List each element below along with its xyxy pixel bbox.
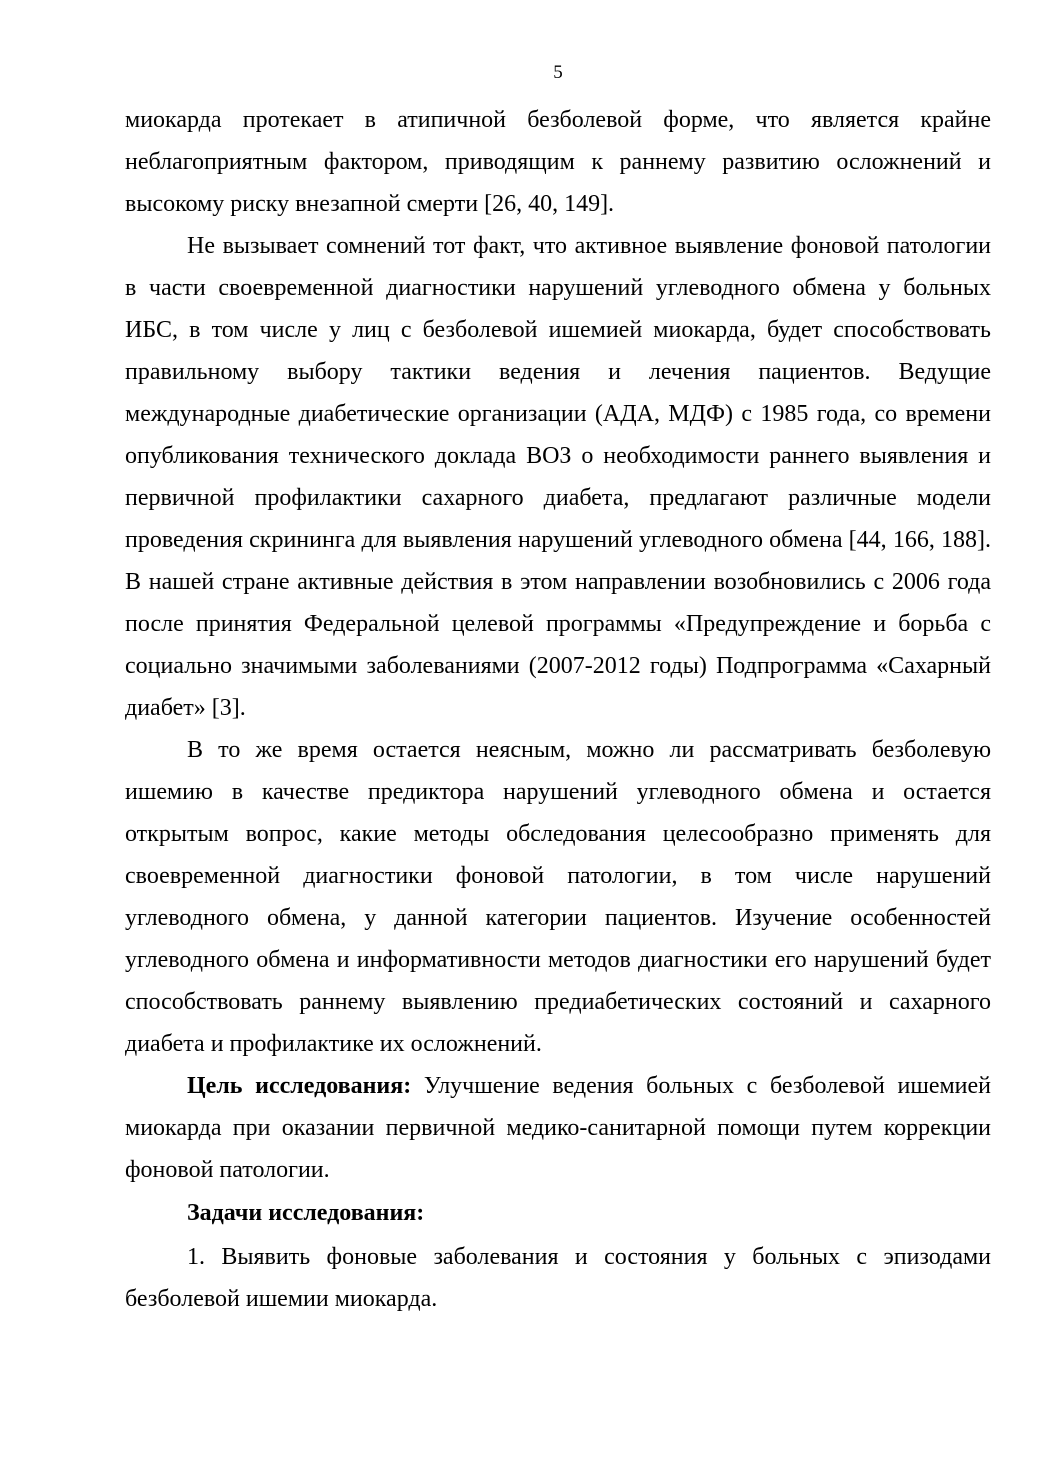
- research-tasks-heading: Задачи исследования:: [187, 1200, 425, 1226]
- page-body: [125, 99, 991, 1320]
- paragraph-screening-background: Не вызывает сомнений тот факт, что активное выявление фоновой патологии в части своевременной диагностики нарушений углеводного обмена у больных ИБС, в том числе у лиц с безболевой ишемией миокарда, будет способствовать правильному выбору тактики ведения и лечения пациентов. Ведущие международные диабетические организации (АДА, МДФ) с 1985 года, со времени опубликования технического доклада ВОЗ о необходимости раннего выявления и первичной профилактики сахарного диабета, предлагают различные модели проведения скрининга для выявления нарушений углеводного обмена [44, 166, 188]. В нашей стране активные действия в этом направлении возобновились с 2006 года после принятия Федеральной целевой программы «Предупреждение и борьба с социально значимыми заболеваниями (2007-2012 годы) Подпрограмма «Сахарный диабет» [3].: [125, 233, 991, 721]
- research-task-1: 1. Выявить фоновые заболевания и состояния у больных с эпизодами безболевой ишемии миокарда.: [125, 1244, 991, 1312]
- paragraph-open-question: В то же время остается неясным, можно ли рассматривать безболевую ишемию в качестве предиктора нарушений углеводного обмена и остается открытым вопрос, какие методы обследования целесообразно применять для своевременной диагностики фоновой патологии, в том числе нарушений углеводного обмена, у данной категории пациентов. Изучение особенностей углеводного обмена и информативности методов диагностики его нарушений будет способствовать раннему выявлению предиабетических состояний и сахарного диабета и профилактике их осложнений.: [125, 737, 991, 1057]
- research-goal-label: Цель исследования:: [187, 1073, 412, 1099]
- page-number: 5: [553, 62, 563, 83]
- research-goal-text: Улучшение ведения больных с безболевой ишемией миокарда при оказании первичной медико-санитарной помощи путем коррекции фоновой патологии.: [125, 1073, 992, 1183]
- paragraph-continuation: миокарда протекает в атипичной безболевой форме, что является крайне неблагоприятным фактором, приводящим к раннему развитию осложнений и высокому риску внезапной смерти [26, 40, 149].: [125, 107, 991, 217]
- paragraph-research-goal: [125, 1065, 991, 1191]
